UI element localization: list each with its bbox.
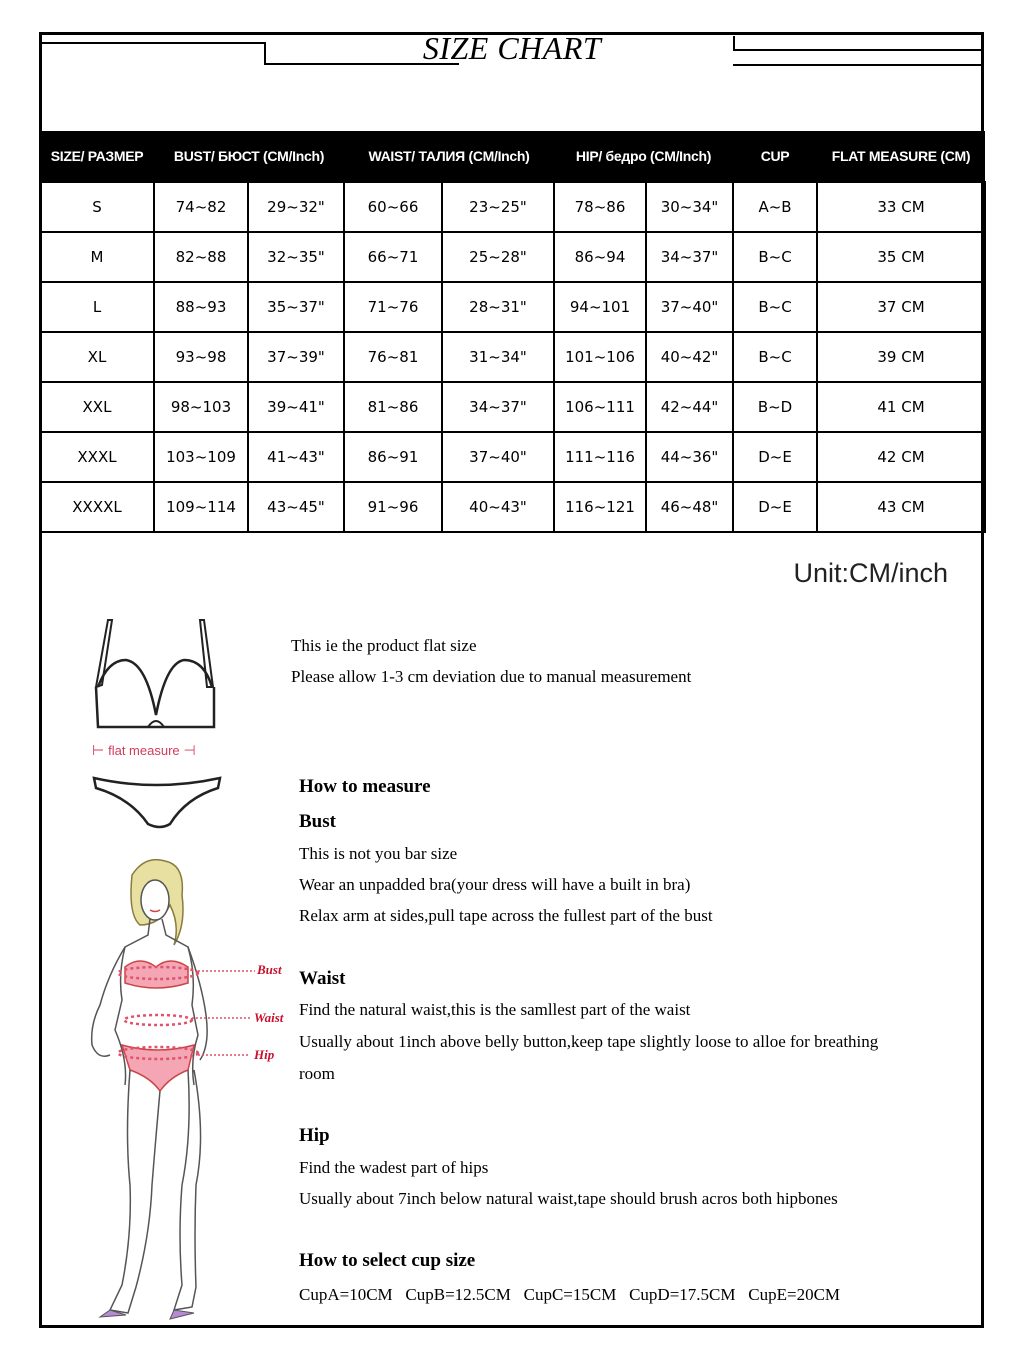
table-cell: 34~37" xyxy=(442,382,554,432)
flat-note-line-1: This ie the product flat size xyxy=(291,636,477,655)
figure-label-hip: Hip xyxy=(254,1047,275,1062)
table-cell: L xyxy=(40,282,154,332)
table-cell: M xyxy=(40,232,154,282)
table-cell: 91~96 xyxy=(344,482,442,532)
table-cell: XXXL xyxy=(40,432,154,482)
table-cell: 86~94 xyxy=(554,232,646,282)
header-size: SIZE/ РАЗМЕР xyxy=(40,131,154,182)
table-cell: 42~44" xyxy=(646,382,733,432)
table-cell: B~C xyxy=(733,332,817,382)
table-cell: 35~37" xyxy=(248,282,344,332)
table-cell: 41~43" xyxy=(248,432,344,482)
table-row xyxy=(40,182,985,232)
table-cell: 46~48" xyxy=(646,482,733,532)
cup-size-heading: How to select cup size xyxy=(299,1250,476,1271)
table-row xyxy=(40,332,985,382)
table-cell: XL xyxy=(40,332,154,382)
header-flat-measure: FLAT MEASURE (CM) xyxy=(817,131,985,182)
table-cell: 34~37" xyxy=(646,232,733,282)
table-cell: 37~40" xyxy=(442,432,554,482)
table-cell: 78~86 xyxy=(554,182,646,232)
table-cell: 40~43" xyxy=(442,482,554,532)
panty-illustration xyxy=(90,772,225,834)
header-cup: CUP xyxy=(733,131,817,182)
table-cell: A~B xyxy=(733,182,817,232)
table-cell: D~E xyxy=(733,432,817,482)
table-cell: 88~93 xyxy=(154,282,248,332)
table-cell: 40~42" xyxy=(646,332,733,382)
table-cell: 60~66 xyxy=(344,182,442,232)
figure-label-waist: Waist xyxy=(254,1010,284,1025)
body-figure-illustration xyxy=(70,855,300,1325)
table-row xyxy=(40,282,985,332)
table-cell: S xyxy=(40,182,154,232)
table-cell: 25~28" xyxy=(442,232,554,282)
table-cell: 44~36" xyxy=(646,432,733,482)
table-cell: 31~34" xyxy=(442,332,554,382)
table-cell: 109~114 xyxy=(154,482,248,532)
table-cell: 39 CM xyxy=(817,332,985,382)
header-hip: HIP/ бедро (CM/Inch) xyxy=(554,131,733,182)
table-cell: XXXXL xyxy=(40,482,154,532)
table-cell: 71~76 xyxy=(344,282,442,332)
table-cell: 93~98 xyxy=(154,332,248,382)
flat-measure-text: flat measure xyxy=(108,743,180,758)
table-cell: XXL xyxy=(40,382,154,432)
table-cell: 82~88 xyxy=(154,232,248,282)
waist-line-1: Find the natural waist,this is the samllest part of the waist xyxy=(299,1000,691,1019)
table-cell: D~E xyxy=(733,482,817,532)
table-cell: 39~41" xyxy=(248,382,344,432)
table-cell: 23~25" xyxy=(442,182,554,232)
cup-size-values: CupA=10CM CupB=12.5CM CupC=15CM CupD=17.5CM CupE=20CM xyxy=(299,1285,841,1304)
table-row xyxy=(40,232,985,282)
table-cell: 111~116 xyxy=(554,432,646,482)
bust-heading: Bust xyxy=(299,811,336,832)
table-cell: 101~106 xyxy=(554,332,646,382)
table-cell: 74~82 xyxy=(154,182,248,232)
bra-illustration xyxy=(88,615,223,735)
how-to-measure-heading: How to measure xyxy=(299,776,431,797)
page-title: SIZE CHART xyxy=(422,30,602,66)
table-cell: 103~109 xyxy=(154,432,248,482)
header-waist: WAIST/ ТАЛИЯ (CM/Inch) xyxy=(344,131,554,182)
waist-line-3: room xyxy=(299,1064,335,1083)
table-cell: 86~91 xyxy=(344,432,442,482)
flat-measure-label: ⊢ flat measure ⊣ xyxy=(92,742,196,758)
size-table-header xyxy=(40,131,985,182)
waist-line-2: Usually about 1inch above belly button,keep tape slightly loose to alloe for breathing xyxy=(299,1032,879,1051)
table-cell: 76~81 xyxy=(344,332,442,382)
table-row xyxy=(40,382,985,432)
table-cell: 33 CM xyxy=(817,182,985,232)
table-cell: 28~31" xyxy=(442,282,554,332)
table-cell: 29~32" xyxy=(248,182,344,232)
table-cell: B~C xyxy=(733,232,817,282)
table-cell: 35 CM xyxy=(817,232,985,282)
hip-heading: Hip xyxy=(299,1125,330,1146)
hip-line-1: Find the wadest part of hips xyxy=(299,1158,489,1177)
bust-line-1: This is not you bar size xyxy=(299,844,458,863)
table-cell: 66~71 xyxy=(344,232,442,282)
bust-line-2: Wear an unpadded bra(your dress will have a built in bra) xyxy=(299,875,691,894)
size-table xyxy=(39,131,986,533)
table-cell: 43~45" xyxy=(248,482,344,532)
bust-line-3: Relax arm at sides,pull tape across the fullest part of the bust xyxy=(299,906,713,925)
table-cell: 37 CM xyxy=(817,282,985,332)
figure-label-bust: Bust xyxy=(257,962,282,977)
unit-label: Unit:CM/inch xyxy=(793,558,948,588)
waist-heading: Waist xyxy=(299,968,346,989)
table-row xyxy=(40,432,985,482)
table-cell: 37~40" xyxy=(646,282,733,332)
table-cell: 42 CM xyxy=(817,432,985,482)
table-cell: 94~101 xyxy=(554,282,646,332)
hip-line-2: Usually about 7inch below natural waist,tape should brush acros both hipbones xyxy=(299,1189,838,1208)
table-cell: 106~111 xyxy=(554,382,646,432)
table-cell: 81~86 xyxy=(344,382,442,432)
table-row xyxy=(40,482,985,532)
header-bust: BUST/ БЮСТ (CM/Inch) xyxy=(154,131,344,182)
table-cell: 30~34" xyxy=(646,182,733,232)
table-cell: 37~39" xyxy=(248,332,344,382)
table-cell: B~D xyxy=(733,382,817,432)
table-cell: 41 CM xyxy=(817,382,985,432)
table-cell: 98~103 xyxy=(154,382,248,432)
table-cell: 32~35" xyxy=(248,232,344,282)
table-cell: B~C xyxy=(733,282,817,332)
table-cell: 43 CM xyxy=(817,482,985,532)
table-cell: 116~121 xyxy=(554,482,646,532)
flat-note-line-2: Please allow 1-3 cm deviation due to manual measurement xyxy=(291,667,692,686)
